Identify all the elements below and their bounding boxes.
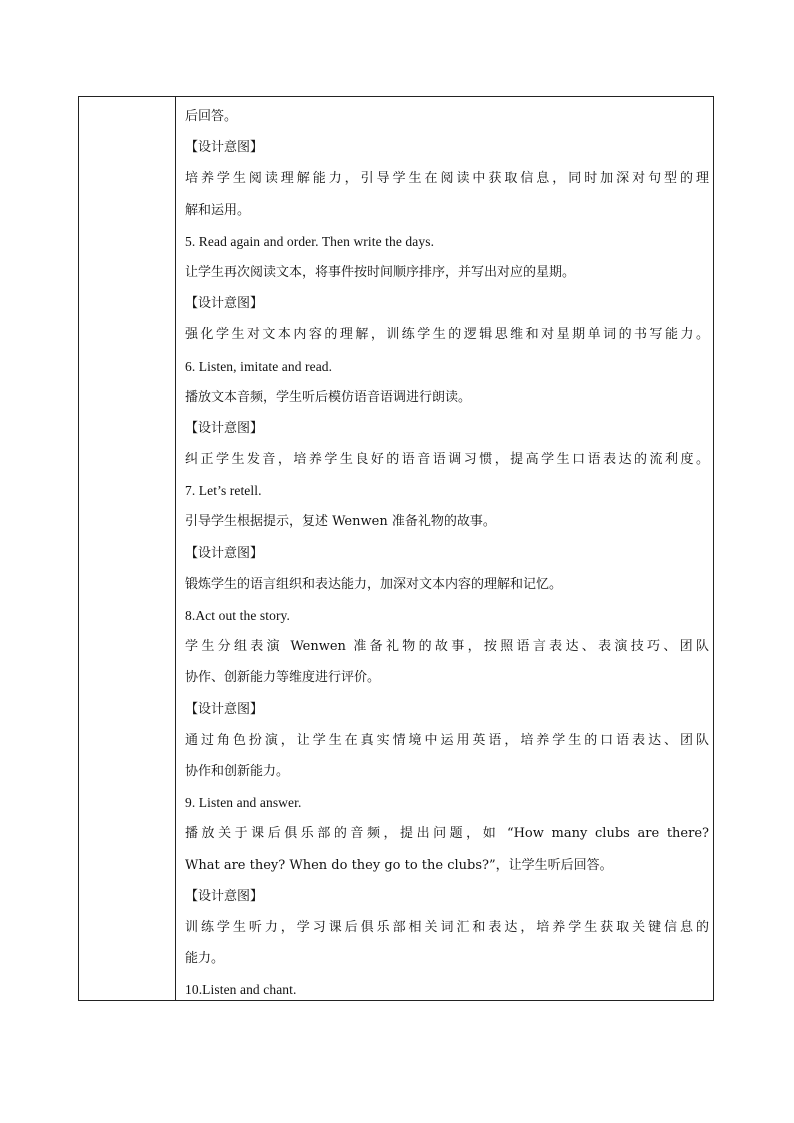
text-line: 强化学生对文本内容的理解，训练学生的逻辑思维和对星期单词的书写能力。	[185, 327, 709, 343]
section-heading: 【设计意图】	[185, 545, 264, 561]
text-line: 能力。	[185, 951, 225, 967]
text-line: 学生分组表演 Wenwen 准备礼物的故事，按照语言表达、表演技巧、团队	[185, 639, 709, 655]
text-line: 播放文本音频，学生听后模仿语音语调进行朗读。	[185, 389, 472, 405]
activity-title: 8.Act out the story.	[185, 608, 290, 623]
section-heading: 【设计意图】	[185, 888, 264, 904]
text-line: 协作和创新能力。	[185, 763, 290, 779]
activity-title: 9. Listen and answer.	[185, 795, 302, 811]
text-line: 让学生再次阅读文本，将事件按时间顺序排序，并写出对应的星期。	[185, 264, 576, 280]
text-line: 引导学生根据提示，复述 Wenwen 准备礼物的故事。	[185, 514, 496, 530]
activity-title: 5. Read again and order. Then write the days.	[185, 233, 435, 249]
left-column-cell	[79, 97, 176, 1000]
content-cell	[185, 101, 709, 1005]
text-line: 解和运用。	[185, 202, 251, 218]
activity-title: 7. Let’s retell.	[185, 483, 262, 499]
text-line: 协作、创新能力等维度进行评价。	[185, 670, 381, 686]
text-line: 纠正学生发音，培养学生良好的语音语调习惯，提高学生口语表达的流利度。	[185, 452, 709, 468]
activity-title: 10.Listen and chant.	[185, 982, 297, 998]
section-heading: 【设计意图】	[185, 420, 264, 436]
text-line: 播放关于课后俱乐部的音频，提出问题，如 “How many clubs are there?	[185, 826, 709, 842]
lesson-plan-table	[78, 96, 714, 1001]
text-line: 训练学生听力，学习课后俱乐部相关词汇和表达，培养学生获取关键信息的	[185, 919, 709, 935]
activity-title: 6. Listen, imitate and read.	[185, 358, 333, 374]
text-line: 通过角色扮演，让学生在真实情境中运用英语，培养学生的口语表达、团队	[185, 732, 709, 748]
section-heading: 【设计意图】	[185, 296, 264, 312]
section-heading: 【设计意图】	[185, 701, 264, 717]
section-heading: 【设计意图】	[185, 140, 264, 156]
text-line: 后回答。	[185, 109, 238, 124]
text-line: 培养学生阅读理解能力，引导学生在阅读中获取信息，同时加深对句型的理	[185, 171, 709, 187]
text-line: 锻炼学生的语言组织和表达能力，加深对文本内容的理解和记忆。	[185, 576, 563, 592]
text-line: What are they? When do they go to the clubs?”，让学生听后回答。	[185, 857, 613, 873]
